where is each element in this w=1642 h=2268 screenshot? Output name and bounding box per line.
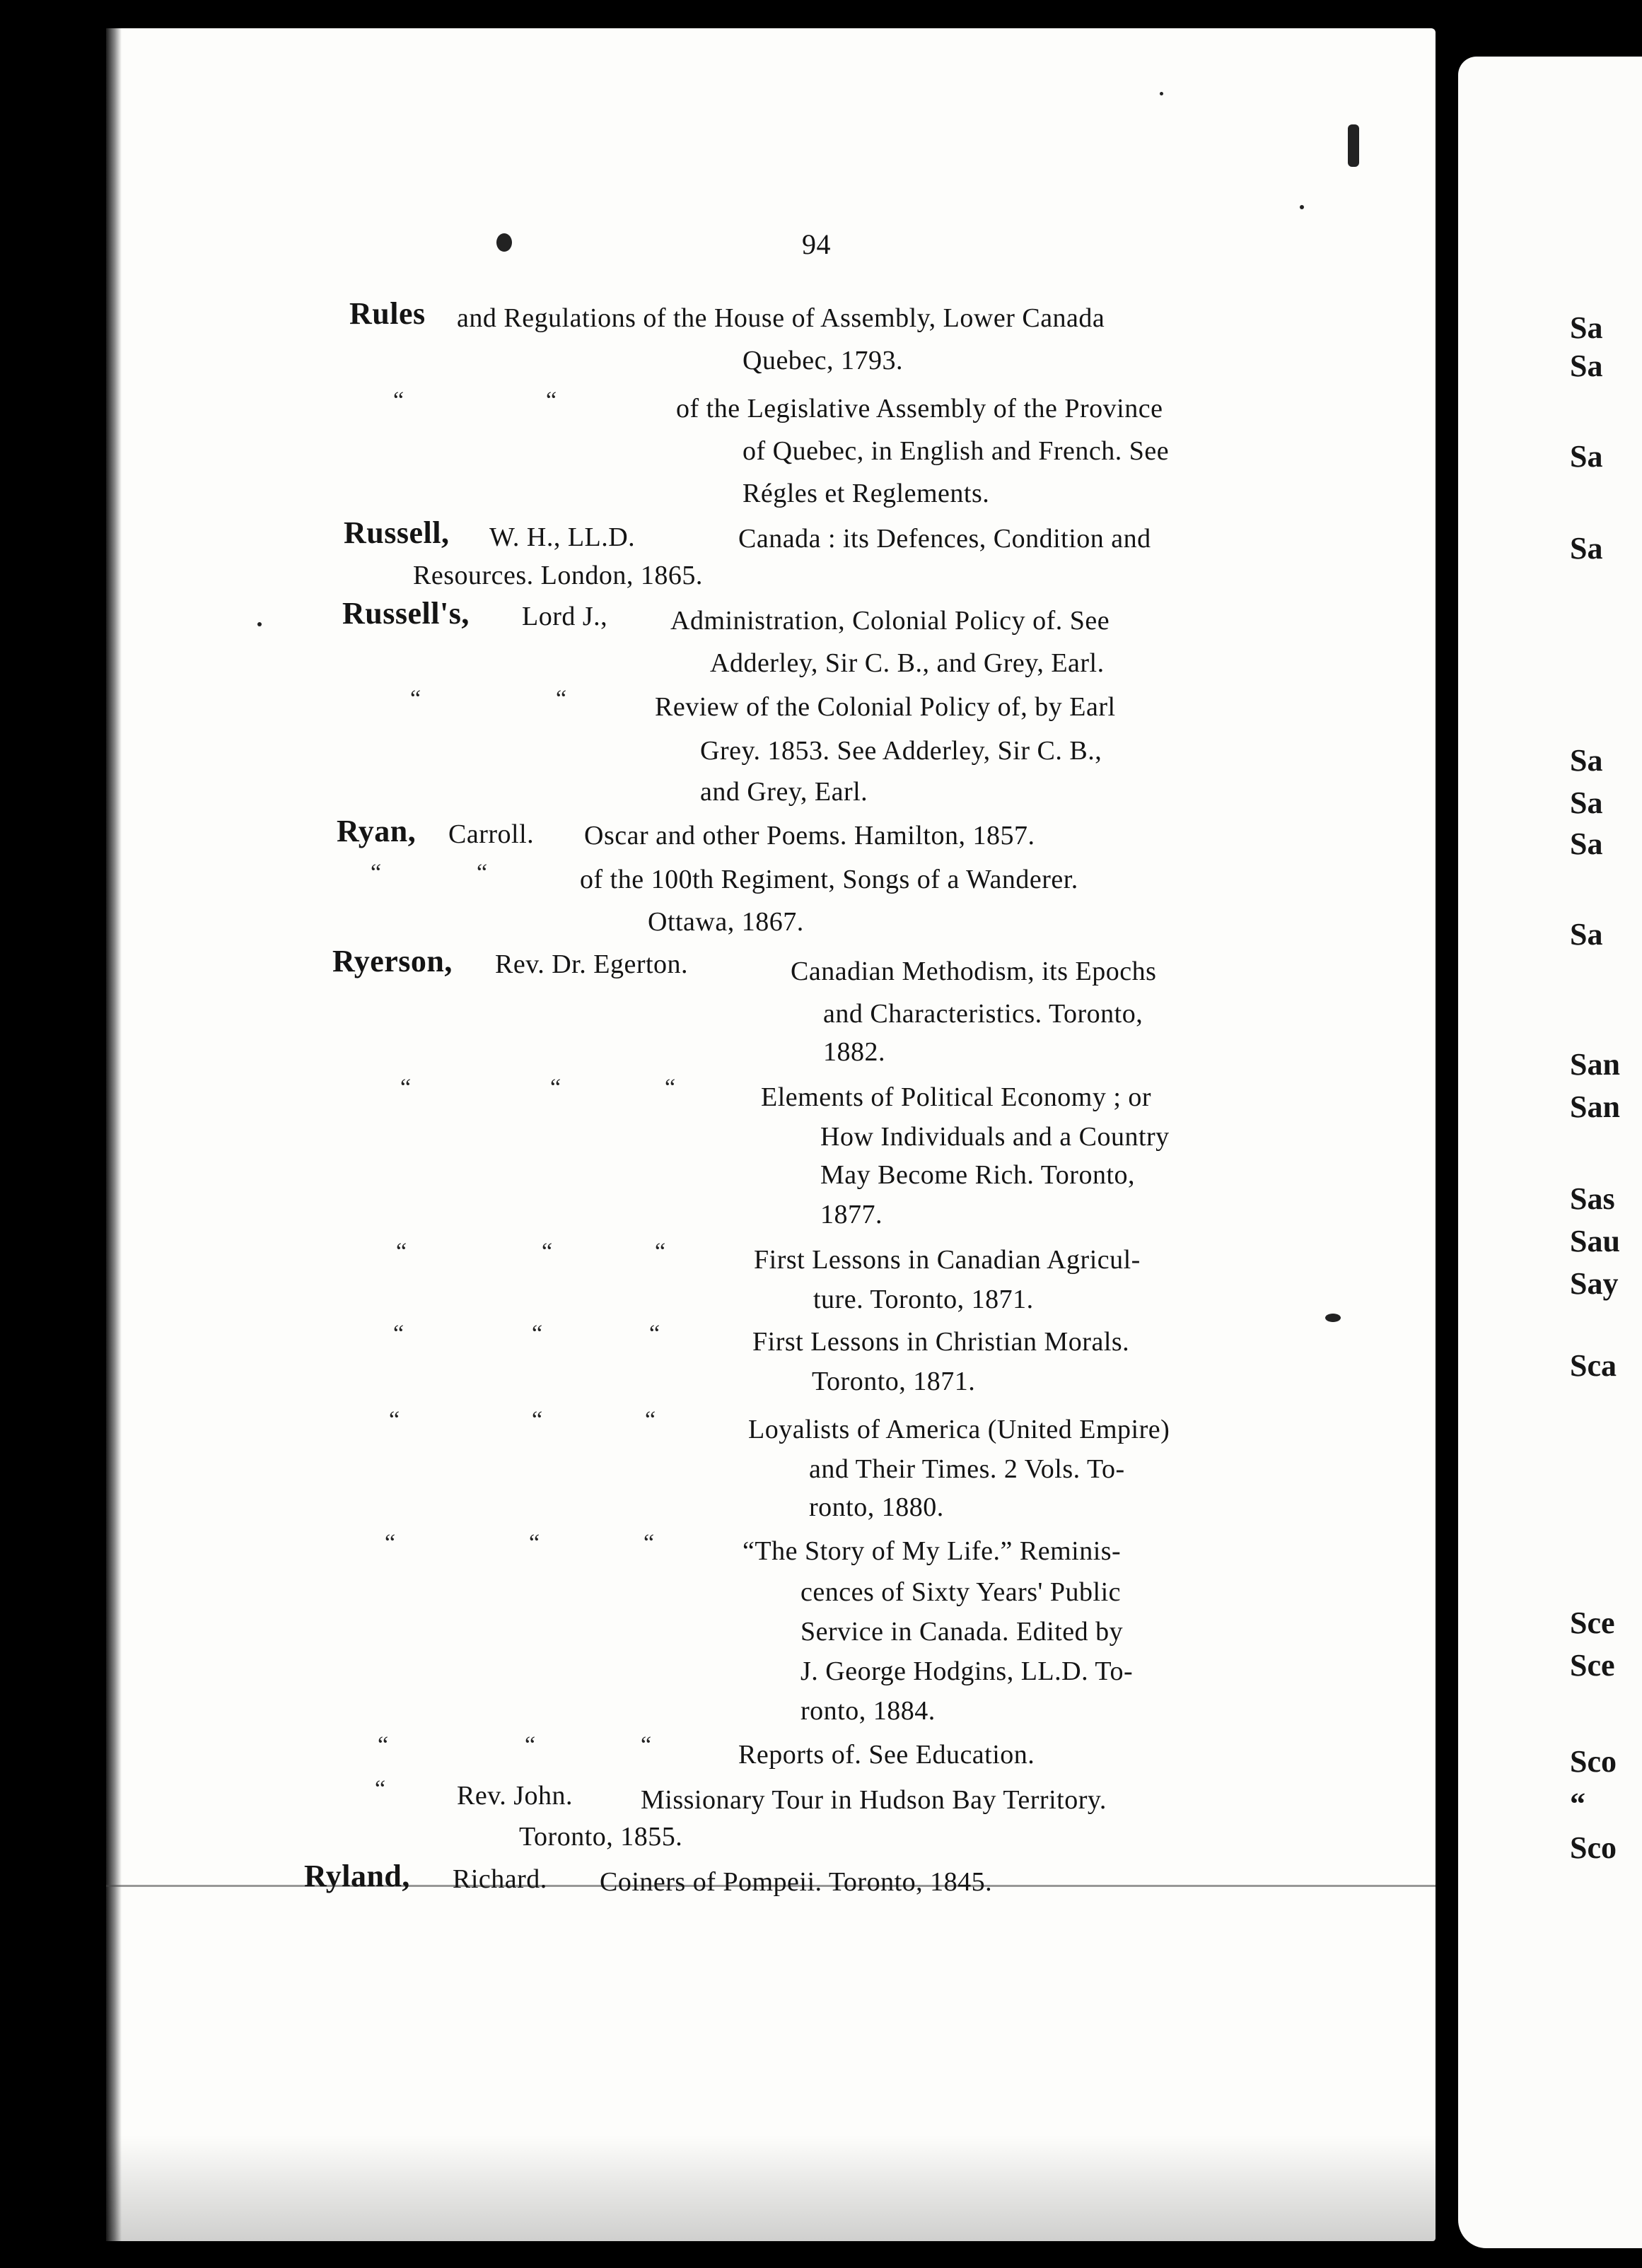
entry-text: Toronto, 1855. [519,1822,683,1852]
page-number: 94 [802,228,831,260]
entry-heading: Ryland, [304,1859,410,1893]
entry-author: Rev. Dr. Egerton. [495,949,689,979]
entry-text: First Lessons in Canadian Agricul- [754,1245,1141,1275]
entry-heading: Rules [349,296,426,331]
entry-text: and Grey, Earl. [700,777,868,807]
entry-text: Ottawa, 1867. [648,907,804,937]
ditto-mark: “ [410,686,421,712]
entry-text: of the 100th Regiment, Songs of a Wanderer. [580,865,1078,894]
entry-text: and Characteristics. Toronto, [823,999,1143,1029]
entry-text: Canadian Methodism, its Epochs [791,957,1157,986]
right-page-word: Sa [1570,349,1603,383]
right-page-word: Sa [1570,917,1603,952]
entry-text: Quebec, 1793. [743,346,904,375]
scan-speck [257,622,262,626]
scan-speck [496,233,512,252]
right-page-word: Sco [1570,1744,1617,1779]
right-page-word: Sau [1570,1224,1620,1258]
book-spine [106,28,122,2241]
ditto-mark: “ [532,1321,543,1347]
right-page-word: Sa [1570,531,1603,566]
entry-text: First Lessons in Christian Morals. [752,1327,1130,1357]
ditto-mark: “ [644,1530,655,1556]
ditto-mark: “ [393,387,404,414]
entry-text: Coiners of Pompeii. Toronto, 1845. [600,1867,993,1897]
entry-text: ronto, 1880. [809,1492,944,1522]
entry-heading: Ryan, [337,814,417,848]
right-page-word: Sa [1570,310,1603,345]
entry-text: Régles et Reglements. [743,479,990,508]
entry-text: 1882. [823,1037,885,1067]
right-page-word: Sa [1570,785,1603,820]
ditto-mark: “ [665,1075,676,1101]
entry-heading: Ryerson, [332,944,453,978]
scan-speck [1160,92,1163,95]
right-page-word: San [1570,1089,1620,1124]
entry-text: of Quebec, in English and French. See [743,436,1170,466]
ditto-mark: “ [393,1321,404,1347]
entry-text: How Individuals and a Country [820,1122,1170,1152]
entry-text: May Become Rich. Toronto, [820,1160,1136,1190]
right-page-word: “ [1570,1787,1585,1821]
entry-text: ronto, 1884. [800,1696,936,1726]
right-page-word: Sas [1570,1181,1615,1216]
right-page-word: Sa [1570,743,1603,778]
entry-text: and Regulations of the House of Assembly, Lower Canada [457,303,1105,333]
entry-text: Review of the Colonial Policy of, by Earl [655,692,1116,722]
ditto-mark: “ [385,1530,396,1556]
ditto-mark: “ [546,387,557,414]
right-page [1458,57,1642,2248]
ditto-mark: “ [550,1075,561,1101]
entry-text: Grey. 1853. See Adderley, Sir C. B., [700,736,1102,766]
entry-heading: Russell's, [342,596,470,631]
ditto-mark: “ [556,686,567,712]
entry-text: Elements of Political Economy ; or [761,1082,1152,1112]
entry-text: Loyalists of America (United Empire) [748,1415,1170,1444]
entry-author: Rev. John. [457,1781,573,1811]
right-page-word: Sco [1570,1830,1617,1865]
page-shadow [106,2135,1436,2241]
ditto-mark: “ [400,1075,412,1101]
entry-text: Canada : its Defences, Condition and [738,524,1151,554]
ditto-mark: “ [529,1530,540,1556]
scan-speck [1348,124,1359,167]
scan-speck [1300,205,1304,209]
ditto-mark: “ [645,1407,656,1433]
right-page-word: Sa [1570,439,1603,474]
ditto-mark: “ [396,1239,407,1265]
entry-heading: Russell, [344,515,450,550]
entry-text: Reports of. See Education. [738,1740,1035,1770]
entry-text: Toronto, 1871. [812,1367,976,1396]
entry-text: Service in Canada. Edited by [800,1617,1124,1647]
entry-author: W. H., LL.D. [489,522,636,552]
entry-author: Lord J., [522,602,608,631]
entry-text: Resources. London, 1865. [413,561,703,590]
right-page-word: Sce [1570,1606,1615,1640]
ditto-mark: “ [525,1732,536,1758]
entry-author: Carroll. [448,819,535,849]
right-page-word: Say [1570,1266,1619,1301]
scan-speck [1325,1314,1341,1322]
ditto-mark: “ [542,1239,553,1265]
entry-text: Missionary Tour in Hudson Bay Territory. [641,1785,1107,1815]
ditto-mark: “ [371,860,382,886]
entry-text: ture. Toronto, 1871. [813,1285,1034,1314]
ditto-mark: “ [389,1407,400,1433]
ditto-mark: “ [477,860,488,886]
entry-text: cences of Sixty Years' Public [800,1577,1122,1607]
ditto-mark: “ [641,1732,652,1758]
entry-text: Oscar and other Poems. Hamilton, 1857. [584,821,1035,850]
entry-text: J. George Hodgins, LL.D. To- [800,1656,1134,1686]
right-page-word: Sca [1570,1348,1617,1383]
ditto-mark: “ [375,1776,386,1802]
entry-text: Adderley, Sir C. B., and Grey, Earl. [710,648,1105,678]
ditto-mark: “ [649,1321,660,1347]
ditto-mark: “ [532,1407,543,1433]
entry-text: and Their Times. 2 Vols. To- [809,1454,1125,1484]
entry-text: Administration, Colonial Policy of. See [670,606,1110,636]
right-page-word: Sce [1570,1648,1615,1683]
ditto-mark: “ [378,1732,389,1758]
entry-text: of the Legislative Assembly of the Province [676,394,1163,423]
right-page-word: San [1570,1047,1620,1082]
entry-text: 1877. [820,1200,883,1229]
entry-text: “The Story of My Life.” Reminis- [743,1536,1122,1566]
ditto-mark: “ [655,1239,666,1265]
right-page-word: Sa [1570,826,1603,861]
entry-author: Richard. [453,1864,547,1894]
